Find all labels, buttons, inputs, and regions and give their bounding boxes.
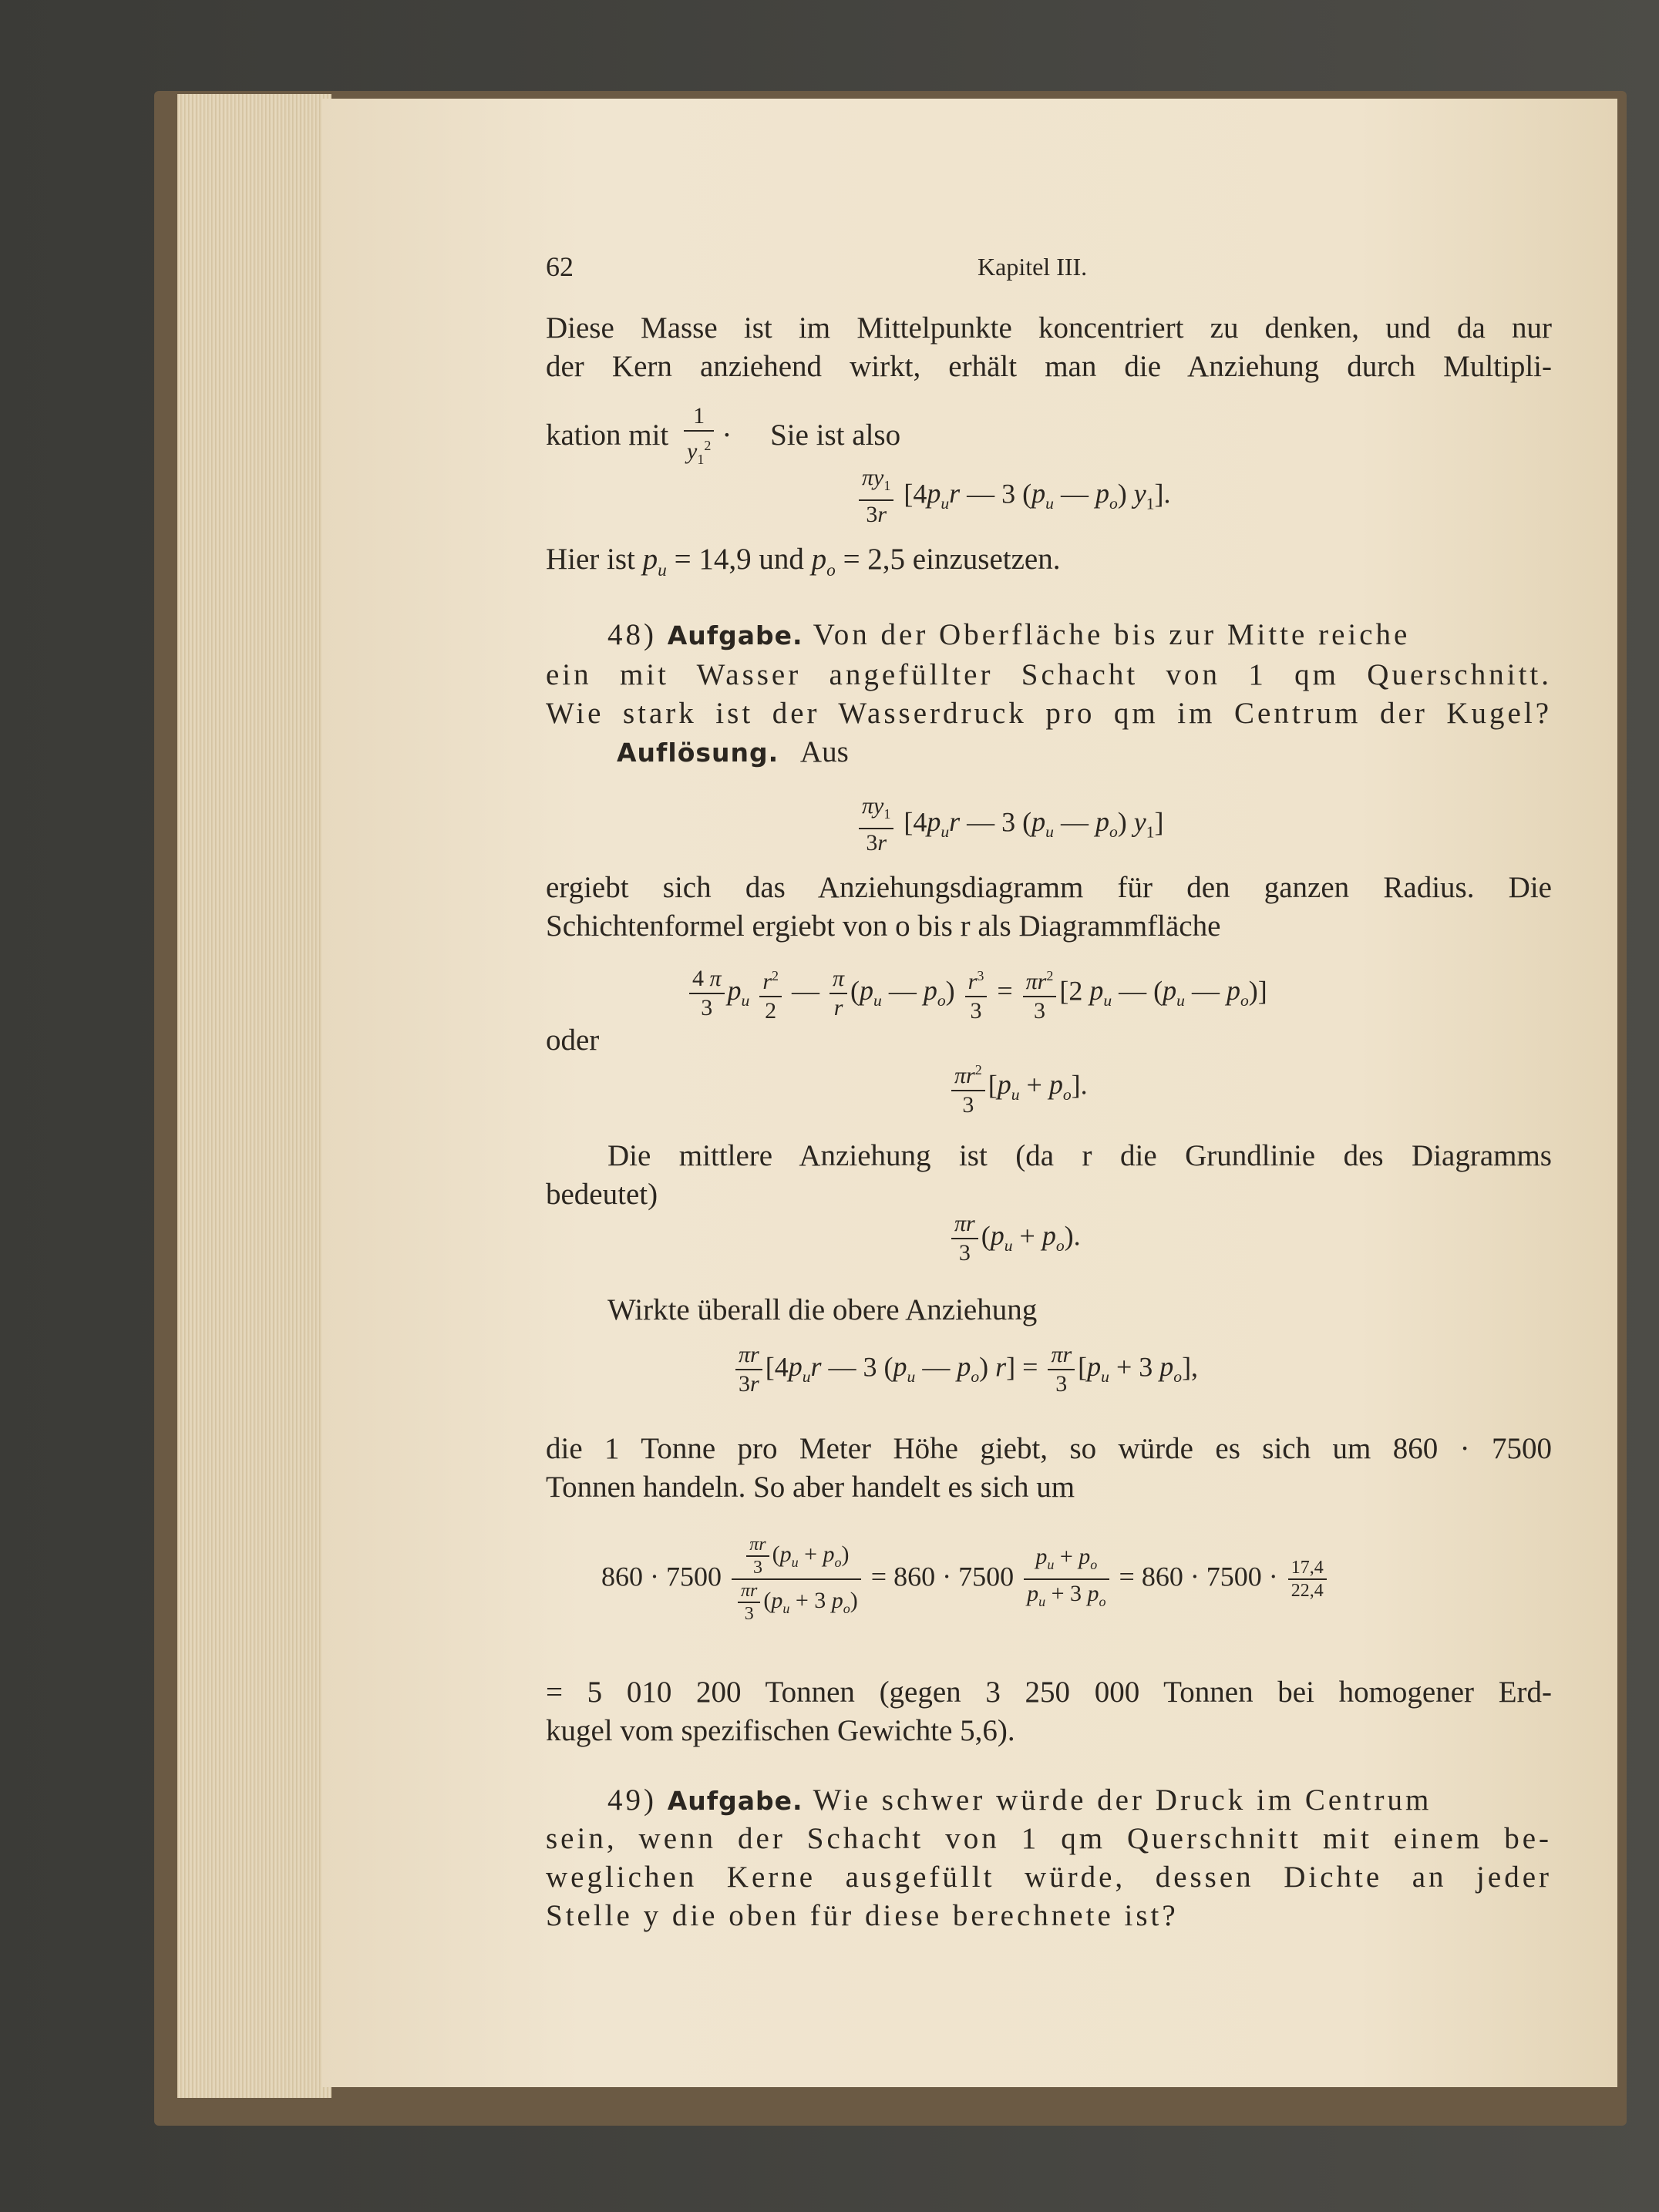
paragraph-line: Hier ist $p_u = 14,9$ und $p_o = 2,5$ einzusetzen.: [546, 543, 1061, 580]
paragraph-line: Stelle y die oben für diese berechnete ist?: [546, 1899, 1179, 1932]
paragraph-line: kugel vom spezifischen Gewichte 5,6).: [546, 1714, 1015, 1747]
paragraph-line: Tonnen handeln. So aber handelt es sich um: [546, 1471, 1075, 1504]
paragraph-line: der Kern anziehend wirkt, erhält man die Anziehung durch Multipli-: [546, 350, 1552, 383]
chapter-title: Kapitel III.: [978, 253, 1088, 281]
paragraph-line: Schichtenformel ergiebt von o bis r als Diagrammfläche: [546, 909, 1221, 943]
paragraph-line: bedeutet): [546, 1178, 658, 1211]
paragraph-line: kation mit $\frac{1}{y_1^2}$ · Sie ist also: [546, 403, 901, 467]
equation-7: 860 · 7500 $\frac{\pi r}{3}$ $(p_u + p_o)$ $\frac{\pi r}{3}$ ($p_u + 3$ $p_o$) = 860 · 7500 $\frac{p_u + p_o}{p_u + 3 p_o}$ = 860 · 7500 · $\frac{17,4}{22,4}$: [601, 1534, 1330, 1625]
paragraph-line: Diese Masse ist im Mittelpunkte koncentriert zu denken, und da nur: [546, 311, 1552, 345]
paragraph-line: ein mit Wasser angefüllter Schacht von 1 qm Querschnitt.: [546, 658, 1552, 691]
paragraph-line: die 1 Tonne pro Meter Höhe giebt, so würde es sich um 860 · 7500: [546, 1432, 1552, 1465]
page-number: 62: [546, 251, 574, 282]
task-49-line: 49) Aufgabe. Wie schwer würde der Druck im Centrum: [607, 1783, 1432, 1817]
paragraph-line: Wie stark ist der Wasserdruck pro qm im Centrum der Kugel?: [546, 697, 1552, 730]
equation-6: $\frac{\pi r}{3r}$ [$4p_ur$ — 3 ($p_u$ — $p_o$) r] = $\frac{\pi r}{3}$ [$p_u + 3$ $p_o$],: [732, 1341, 1198, 1398]
paragraph-line: sein, wenn der Schacht von 1 qm Querschnitt mit einem be-: [546, 1822, 1552, 1855]
equation-3: $\frac{4 \pi}{3}$ $p_u$ $\frac{r^2}{2}$ — $\frac{\pi}{r}$ ($p_u$ — $p_o$) $\frac{r^3}{3}$ = $\frac{\pi r^2}{3}$ [2 $p_u$ — ($p_u$ — $p_o$)]: [686, 962, 1267, 1025]
paragraph-line: ergiebt sich das Anziehungsdiagramm für den ganzen Radius. Die: [546, 871, 1552, 904]
paragraph-line: Die mittlere Anziehung ist (da r die Grundlinie des Diagramms: [607, 1139, 1552, 1172]
equation-4: $\frac{\pi r^2}{3}$ $[p_u + p_o]$.: [948, 1056, 1088, 1119]
equation-2: $\frac{\pi y_1}{3r}$ [$4p_ur$ — 3 ($p_u$ — $p_o$) $y_1$]: [856, 792, 1164, 857]
equation-1: $\frac{\pi y_1}{3r}$ [$4p_ur$ — 3 ($p_u$ — $p_o$) $y_1$].: [856, 464, 1171, 529]
paragraph-line: Wirkte überall die obere Anziehung: [607, 1293, 1038, 1326]
paragraph-line: weglichen Kerne ausgefüllt würde, dessen Dichte an jeder: [546, 1861, 1552, 1894]
solution-heading: Auflösung. Aus: [617, 735, 849, 768]
equation-5: $\frac{\pi r}{3}$ $(p_u + p_o)$.: [948, 1210, 1081, 1267]
oder-word: oder: [546, 1024, 600, 1057]
task-48-line: 48) Aufgabe. Von der Oberfläche bis zur Mitte reiche: [607, 618, 1411, 651]
paragraph-line: = 5 010 200 Tonnen (gegen 3 250 000 Tonnen bei homogener Erd-: [546, 1676, 1552, 1709]
page-edges: [177, 94, 331, 2098]
